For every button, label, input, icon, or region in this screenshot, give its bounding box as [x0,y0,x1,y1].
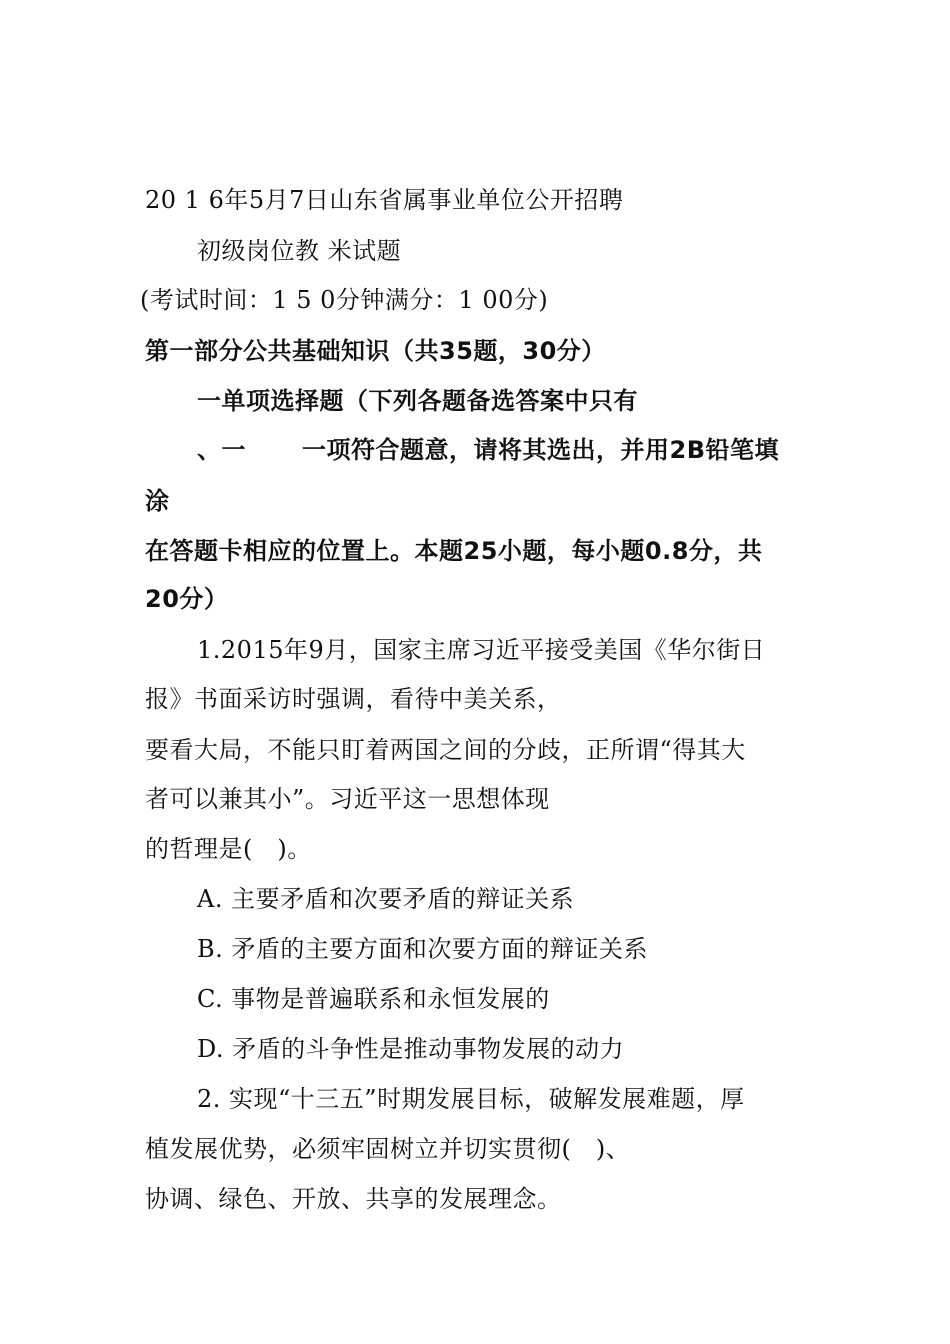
section-instructions-line-1: 一单项选择题（下列各题备选答案中只有 [197,387,638,415]
question-2-line-1: 2. 实现“十三五”时期发展目标，破解发展难题，厚 [197,1085,745,1113]
section-instructions-line-5: 20分） [145,585,229,613]
exam-info: (考试时间：1 5 0分钟满分：1 00分) [140,286,549,314]
question-1-line-3: 要看大局，不能只盯着两国之间的分歧，正所谓“得其大 [145,736,746,764]
exam-title-line-1: 20 1 6年5月7日山东省属事业单位公开招聘 [145,186,624,214]
section-instructions-line-4: 在答题卡相应的位置上。本题25小题，每小题0.8分，共 [145,537,763,565]
question-2-line-2: 植发展优势，必须牢固树立并切实贯彻( )、 [145,1135,631,1163]
question-1-line-4: 者可以兼其小”。习近平这一思想体现 [145,785,550,813]
exam-title-line-2: 初级岗位教 米试题 [197,237,402,265]
question-1-option-b: B. 矛盾的主要方面和次要方面的辩证关系 [197,935,648,963]
question-1-option-a: A. 主要矛盾和次要矛盾的辩证关系 [197,885,575,913]
question-1-line-5: 的哲理是( )。 [145,835,312,863]
part-one-heading: 第一部分公共基础知识（共35题，30分） [145,337,606,365]
section-instructions-line-3: 涂 [145,487,170,515]
question-1-line-2: 报》书面采访时强调，看待中美关系， [145,685,562,713]
section-instructions-line-2a: 、一 [197,436,246,464]
section-instructions-line-2b: 一项符合题意，请将其选出，并用2B铅笔填 [302,436,779,464]
question-1-option-c: C. 事物是普遍联系和永恒发展的 [197,985,550,1013]
question-1-line-1: 1.2015年9月，国家主席习近平接受美国《华尔街日 [197,636,766,664]
question-1-option-d: D. 矛盾的斗争性是推动事物发展的动力 [197,1035,625,1063]
question-2-line-3: 协调、绿色、开放、共享的发展理念。 [145,1185,562,1213]
